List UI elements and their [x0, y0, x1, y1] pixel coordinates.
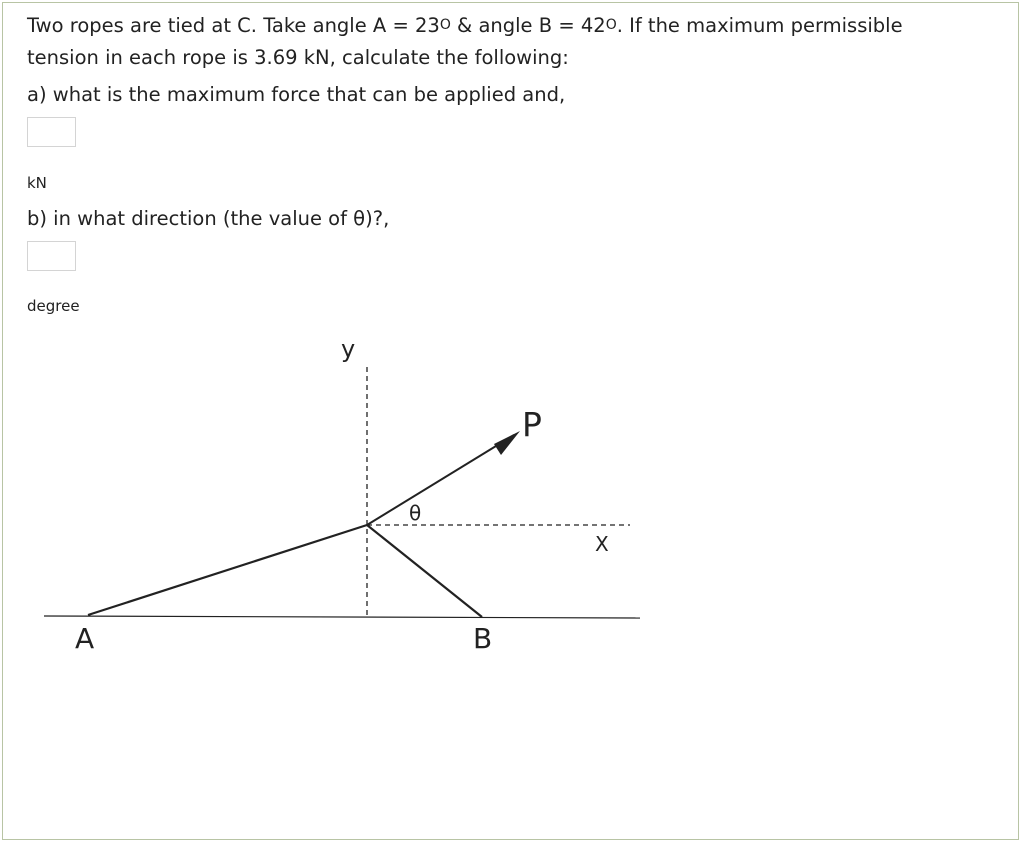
x-axis-label: X	[595, 532, 609, 556]
force-p-label: P	[522, 405, 542, 444]
rope-bc	[367, 525, 482, 617]
force-p-arrow-shaft	[367, 435, 514, 525]
question-line2: tension in each rope is 3.69 kN, calculate the following:	[27, 46, 569, 69]
question-line1-part1: Two ropes are tied at C. Take angle A = 23	[27, 14, 440, 37]
point-a-label: A	[75, 622, 95, 655]
force-p-arrowhead	[494, 431, 520, 455]
degree-symbol-b: O	[605, 17, 617, 33]
y-axis-label: y	[341, 335, 356, 363]
point-b-label: B	[473, 622, 493, 655]
max-force-unit-label: kN	[27, 174, 47, 192]
theta-label: θ	[409, 501, 422, 525]
degree-symbol-a: O	[439, 17, 451, 33]
part-a-prompt: a) what is the maximum force that can be applied and,	[27, 83, 566, 106]
ground-line	[44, 616, 640, 618]
question-line1-part3: . If the maximum permissible	[616, 14, 903, 37]
rope-ac	[88, 525, 367, 615]
question-line1-part2: & angle B = 42	[450, 14, 606, 37]
direction-unit-label: degree	[27, 297, 80, 315]
part-b-prompt: b) in what direction (the value of θ)?,	[27, 207, 390, 230]
